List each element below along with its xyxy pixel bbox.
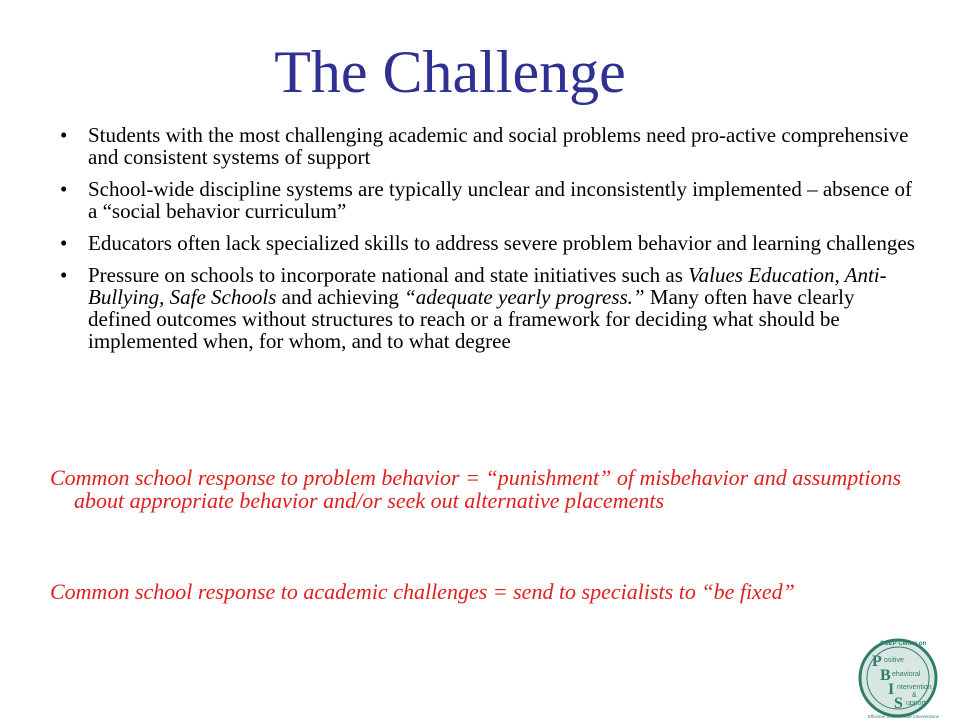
logo-word-ampersand: &	[912, 692, 917, 699]
bullet-item	[62, 178, 922, 222]
bullet-italic-initiatives: Values Education, Anti-Bullying, Safe Schools	[88, 263, 887, 309]
bullet-item	[62, 124, 922, 168]
bullet-dot: •	[60, 123, 68, 147]
bullet-text-part: and achieving	[276, 285, 405, 309]
bullet-item	[62, 264, 922, 352]
logo-word-behavioral: ehavioral	[892, 671, 921, 678]
logo-letter-p: P	[872, 653, 882, 670]
note-academic-response: Common school response to academic challenges = send to specialists to “be fixed”	[50, 579, 795, 604]
bullet-text-part: Many often have clearly defined outcomes without structures to reach or a framework for deciding what should be implemented when, for whom, and to what degree	[88, 285, 855, 353]
bullet-text: Educators often lack specialized skills to address severe problem behavior and learning challenges	[88, 231, 915, 255]
logo-word-support: upport	[906, 700, 926, 707]
logo-letter-s: S	[894, 695, 903, 712]
bullet-text-part: Pressure on schools to incorporate national and state initiatives such as	[88, 263, 689, 287]
pbis-logo-graphic	[842, 636, 960, 720]
note-behavior-response: Common school response to problem behavior = “punishment” of misbehavior and assumptions about appropriate behavior and/or seek out alternative placements	[50, 465, 902, 513]
pbis-logo	[842, 636, 960, 720]
bullet-italic-progress: “adequate yearly progress.”	[404, 285, 645, 309]
logo-letter-b: B	[880, 667, 891, 684]
logo-top-text: OSEP Center on	[880, 641, 927, 647]
bullet-dot: •	[60, 231, 68, 255]
slide-title: The Challenge	[274, 39, 626, 105]
logo-letter-i: I	[888, 681, 895, 698]
logo-word-positive: ositive	[884, 657, 904, 664]
bullet-dot: •	[60, 263, 68, 287]
bullet-item	[62, 232, 922, 254]
logo-word-intervention: ntervention	[897, 684, 932, 691]
logo-bottom-text: Effective School-Wide Interventions	[868, 714, 939, 719]
bullet-text: School-wide discipline systems are typically unclear and inconsistently implemented – absence of a “social behavior curriculum”	[88, 177, 913, 223]
bullet-list	[62, 124, 922, 362]
bullet-text: Students with the most challenging academic and social problems need pro-active comprehensive and consistent systems of support	[88, 123, 909, 169]
bullet-dot: •	[60, 177, 68, 201]
